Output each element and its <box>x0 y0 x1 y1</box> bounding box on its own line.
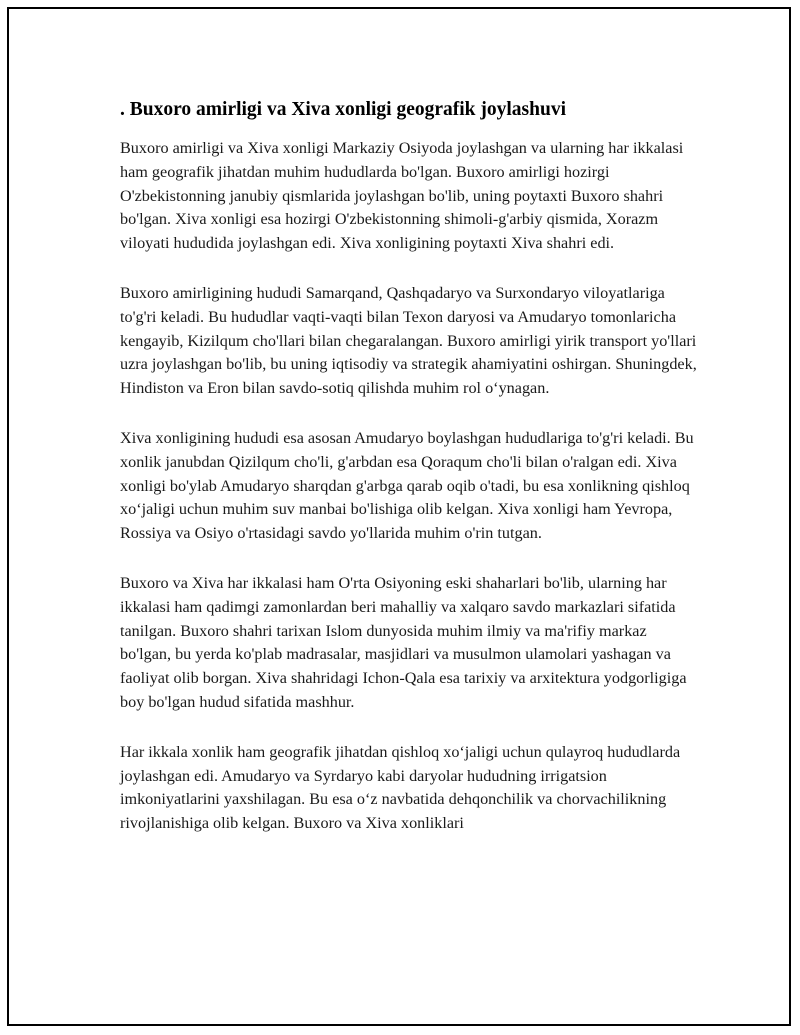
paragraph-5: Har ikkala xonlik ham geografik jihatdan qishloq xoʻjaligi uchun qulayroq hududlarda joylashgan edi. Amudaryo va Syrdaryo kabi daryolar hududning irrigatsion imkoniyatlarini yaxshilagan. Bu esa oʻz navbatida dehqonchilik va chorvachilikning rivojlanishiga olib kelgan. Buxoro va Xiva xonliklari <box>120 742 681 833</box>
document-title: . Buxoro amirligi va Xiva xonligi geografik joylashuvi <box>120 99 566 120</box>
document-content <box>120 97 700 862</box>
paragraph-2: Buxoro amirligining hududi Samarqand, Qashqadaryo va Surxondaryo viloyatlariga to'g'ri keladi. Bu hududlar vaqti-vaqti bilan Texon daryosi va Amudaryo tomonlaricha kengayib, Kizilqum cho'llari bilan chegaralangan. Buxoro amirligi yirik transport yo'llari uzra joylashgan bo'lib, bu uning iqtisodiy va strategik ahamiyatini oshirgan. Shuningdek, Hindiston va Eron bilan savdo-sotiq qilishda muhim rol oʻynagan. <box>120 283 697 398</box>
document-page <box>7 7 791 1026</box>
paragraph-4: Buxoro va Xiva har ikkalasi ham O'rta Osiyoning eski shaharlari bo'lib, ularning har ikkalasi ham qadimgi zamonlardan beri mahalliy va xalqaro savdo markazlari sifatida tanilgan. Buxoro shahri tarixan Islom dunyosida muhim ilmiy va ma'rifiy markaz bo'lgan, bu yerda ko'plab madrasalar, masjidlari va musulmon ulamolari yashagan va faoliyat olib borgan. Xiva shahridagi Ichon-Qala esa tarixiy va arxitektura yodgorligiga boy bo'lgan hudud sifatida mashhur. <box>120 573 687 711</box>
paragraph-3: Xiva xonligining hududi esa asosan Amudaryo boylashgan hududlariga to'g'ri keladi. Bu xonlik janubdan Qizilqum cho'li, g'arbdan esa Qoraqum cho'li bilan o'ralgan edi. Xiva xonligi bo'ylab Amudaryo sharqdan g'arbga qarab oqib o'tadi, bu esa xonlikning qishloq xoʻjaligi uchun muhim suv manbai bo'lishiga olib kelgan. Xiva xonligi ham Yevropa, Rossiya va Osiyo o'rtasidagi savdo yo'llarida muhim o'rin tutgan. <box>120 428 694 543</box>
paragraph-1: Buxoro amirligi va Xiva xonligi Markaziy Osiyoda joylashgan va ularning har ikkalasi ham geografik jihatdan muhim hududlarda bo'lgan. Buxoro amirligi hozirgi O'zbekistonning janubiy qismlarida joylashgan bo'lib, uning poytaxti Buxoro shahri bo'lgan. Xiva xonligi esa hozirgi O'zbekistonning shimoli-g'arbiy qismida, Xorazm viloyati hududida joylashgan edi. Xiva xonligining poytaxti Xiva shahri edi. <box>120 139 684 253</box>
